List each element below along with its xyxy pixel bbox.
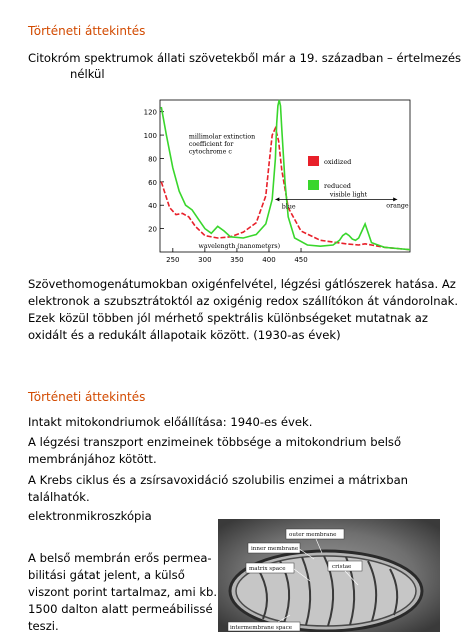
section1-para-line: Szövethomogenátumokban oxigénfelvétel, légzési gátlószerek hatása. Az — [28, 277, 456, 291]
section2-para-line: viszont porint tartalmaz, ami kb. — [28, 585, 218, 599]
micrograph-svg — [218, 519, 440, 632]
section2-line3b: találhatók. — [28, 490, 90, 504]
y-tick-label: 60 — [148, 178, 157, 187]
cytochrome-spectrum-chart — [140, 92, 420, 270]
section2-line3 — [28, 472, 408, 506]
section1-intro-line1: Citokróm spektrumok állati szövetekből már a 19. században – értelmezés — [28, 51, 462, 65]
section2-line4: elektronmikroszkópia — [28, 509, 152, 523]
y-tick-label: 80 — [148, 155, 157, 164]
x-axis-label: wavelength (nanometers) — [198, 243, 281, 250]
x-tick-label: 450 — [294, 256, 308, 264]
micrograph-label-cristae: cristae — [332, 564, 352, 570]
x-tick-label: 350 — [230, 256, 244, 264]
legend-swatch-oxidized — [308, 156, 319, 166]
chart-annotation: millimolar extinction coefficient for cytochrome c — [188, 133, 256, 156]
section2-paragraph — [28, 550, 217, 635]
section1-heading: Történeti áttekintés — [28, 24, 146, 38]
section1-para-line: oxidált és a redukált állapotaik között. (1930-as évek) — [28, 328, 341, 342]
section1-intro-line2: nélkül — [70, 67, 105, 81]
section2-para-line: 1500 dalton alatt permeábilissé — [28, 602, 213, 616]
x-tick-label: 250 — [166, 256, 180, 264]
section2-line2a: A légzési transzport enzimeinek többsége a mitokondrium belső — [28, 435, 402, 449]
section2-para-line: teszi. — [28, 619, 59, 633]
micrograph-label-intermembrane-space: intermembrane space — [230, 625, 293, 631]
section2-line2b: membránjához kötött. — [28, 452, 157, 466]
section2-para-line: A belső membrán erős permea- — [28, 551, 212, 565]
y-tick-label: 120 — [143, 108, 157, 117]
x-tick-label: 400 — [262, 256, 276, 264]
section1-para-line: Ezek közül többen jól mérhető spektrális különbségeket mutatnak az — [28, 311, 428, 325]
mitochondrion-micrograph — [218, 519, 440, 632]
spectrum-svg — [140, 92, 420, 270]
range-label-orange: orange — [386, 202, 409, 210]
legend-swatch-reduced — [308, 180, 319, 190]
micrograph-label-outer-membrane: outer membrane — [289, 532, 337, 538]
range-label-blue: blue — [281, 203, 296, 211]
section2-line3a: A Krebs ciklus és a zsírsavoxidáció szolubilis enzimei a mátrixban — [28, 473, 409, 487]
series-line-reduced — [161, 100, 410, 250]
range-label-visible: visible light — [329, 191, 368, 199]
section2-para-line: bilitási gátat jelent, a külső — [28, 568, 185, 582]
y-tick-label: 20 — [148, 225, 157, 234]
y-tick-label: 100 — [143, 132, 157, 141]
section2-heading: Történeti áttekintés — [28, 390, 146, 404]
x-tick-label: 300 — [198, 256, 212, 264]
arrow-head-right — [393, 197, 397, 201]
legend-label-reduced: reduced — [324, 182, 351, 190]
legend-label-oxidized: oxidized — [324, 158, 352, 166]
micrograph-label-matrix-space: matrix space — [249, 566, 286, 572]
y-tick-label: 40 — [148, 202, 157, 211]
section1-para-line: elektronok a szubsztrátoktól az oxigénig redox szállítókon át vándorolnak. — [28, 294, 459, 308]
arrow-head-left — [275, 197, 279, 201]
section1-paragraph — [28, 276, 458, 344]
section2-line2 — [28, 434, 401, 468]
micrograph-label-inner-membrane: inner membrane — [251, 546, 299, 552]
section2-line1: Intakt mitokondriumok előállítása: 1940-es évek. — [28, 415, 313, 429]
